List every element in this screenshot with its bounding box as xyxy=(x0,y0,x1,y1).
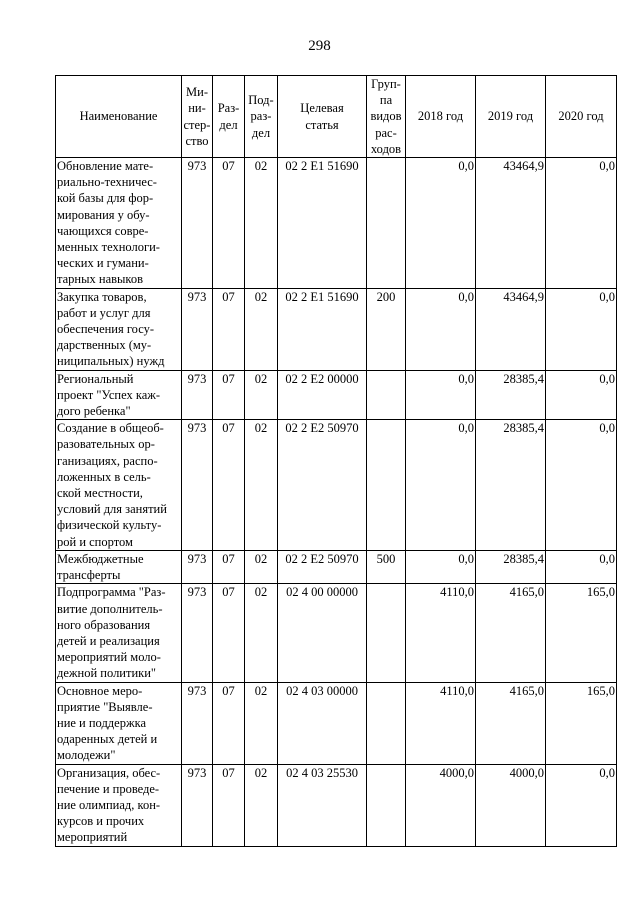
header-expense-group xyxy=(367,76,406,158)
cell-2020: 165,0 xyxy=(546,584,617,682)
cell-2020: 0,0 xyxy=(546,158,617,289)
cell-expense-group: 200 xyxy=(367,288,406,370)
cell-2020: 0,0 xyxy=(546,764,617,846)
header-line: 2020 год xyxy=(558,109,604,124)
name-line: витие дополнитель- xyxy=(57,601,163,616)
name-line: ниципальных) нужд xyxy=(57,354,165,369)
table-row xyxy=(56,370,617,420)
name-line: детей и реализация xyxy=(57,633,160,648)
cell-ministry: 973 xyxy=(182,158,213,289)
cell-ministry: 973 xyxy=(182,420,213,551)
table-row xyxy=(56,550,617,583)
header-line: Груп- xyxy=(371,77,401,91)
cell-section: 07 xyxy=(213,288,245,370)
cell-ministry: 973 xyxy=(182,764,213,846)
cell-ministry: 973 xyxy=(182,584,213,682)
cell-2019: 4000,0 xyxy=(476,764,546,846)
header-2018 xyxy=(406,76,476,158)
cell-target-article: 02 2 E1 51690 xyxy=(278,288,367,370)
header-line: раз- xyxy=(250,109,272,124)
header-line: дел xyxy=(251,125,271,140)
cell-name xyxy=(56,550,182,583)
name-line: чающихся совре- xyxy=(57,223,149,238)
cell-expense-group xyxy=(367,158,406,289)
cell-name xyxy=(56,764,182,846)
cell-2020: 0,0 xyxy=(546,550,617,583)
cell-name xyxy=(56,158,182,289)
name-line: Подпрограмма "Раз- xyxy=(57,585,166,600)
cell-target-article: 02 2 E2 00000 xyxy=(278,370,367,420)
name-line: кой базы для фор- xyxy=(57,191,154,206)
name-line: ганизациях, распо- xyxy=(57,453,158,468)
name-line: ской местности, xyxy=(57,486,143,501)
cell-2018: 4000,0 xyxy=(406,764,476,846)
page-number: 298 xyxy=(308,38,331,54)
table-header xyxy=(56,76,617,158)
header-name xyxy=(56,76,182,158)
cell-section: 07 xyxy=(213,550,245,583)
header-2020 xyxy=(546,76,617,158)
name-line: дого ребенка" xyxy=(57,404,131,419)
cell-section: 07 xyxy=(213,370,245,420)
cell-2018: 0,0 xyxy=(406,420,476,551)
header-line: ни- xyxy=(188,101,206,116)
cell-2019: 43464,9 xyxy=(476,158,546,289)
cell-target-article: 02 4 00 00000 xyxy=(278,584,367,682)
header-line: рас- xyxy=(375,125,397,140)
cell-section: 07 xyxy=(213,584,245,682)
cell-expense-group: 500 xyxy=(367,550,406,583)
name-line: мероприятий xyxy=(57,830,128,845)
name-line: Закупка товаров, xyxy=(57,289,147,304)
cell-subsection: 02 xyxy=(245,420,278,551)
cell-section: 07 xyxy=(213,420,245,551)
name-line: тарных навыков xyxy=(57,272,144,287)
cell-target-article: 02 4 03 00000 xyxy=(278,682,367,764)
cell-subsection: 02 xyxy=(245,370,278,420)
cell-subsection: 02 xyxy=(245,288,278,370)
header-line: Ми- xyxy=(186,85,208,100)
header-2019 xyxy=(476,76,546,158)
header-line: па xyxy=(379,93,393,108)
name-line: разовательных ор- xyxy=(57,437,155,452)
cell-2020: 0,0 xyxy=(546,288,617,370)
header-subsection xyxy=(245,76,278,158)
cell-section: 07 xyxy=(213,682,245,764)
cell-subsection: 02 xyxy=(245,764,278,846)
cell-expense-group xyxy=(367,420,406,551)
cell-name xyxy=(56,420,182,551)
name-line: Основное меро- xyxy=(57,683,143,698)
cell-2019: 4165,0 xyxy=(476,682,546,764)
cell-subsection: 02 xyxy=(245,584,278,682)
cell-2020: 0,0 xyxy=(546,370,617,420)
cell-expense-group xyxy=(367,764,406,846)
table-row xyxy=(56,764,617,846)
header-row xyxy=(56,76,617,158)
cell-2020: 0,0 xyxy=(546,420,617,551)
cell-ministry: 973 xyxy=(182,682,213,764)
cell-2019: 43464,9 xyxy=(476,288,546,370)
cell-2020: 165,0 xyxy=(546,682,617,764)
cell-subsection: 02 xyxy=(245,682,278,764)
name-line: обеспечения госу- xyxy=(57,322,155,337)
cell-2018: 0,0 xyxy=(406,288,476,370)
cell-target-article: 02 2 E1 51690 xyxy=(278,158,367,289)
table-row xyxy=(56,682,617,764)
cell-2019: 4165,0 xyxy=(476,584,546,682)
header-line: ходов xyxy=(370,141,402,156)
name-line: ческих и гумани- xyxy=(57,256,149,271)
name-line: проект "Успех каж- xyxy=(57,387,161,402)
cell-name xyxy=(56,584,182,682)
name-line: дарственных (му- xyxy=(57,338,152,353)
header-line: Под- xyxy=(248,93,274,108)
header-line: дел xyxy=(219,117,238,132)
name-line: Межбюджетные xyxy=(57,551,144,566)
name-line: Создание в общеоб- xyxy=(57,421,164,436)
name-line: приятие "Выявле- xyxy=(57,699,153,714)
cell-2019: 28385,4 xyxy=(476,550,546,583)
cell-expense-group xyxy=(367,584,406,682)
table-row xyxy=(56,420,617,551)
cell-section: 07 xyxy=(213,764,245,846)
cell-2018: 4110,0 xyxy=(406,682,476,764)
header-line: видов xyxy=(370,109,402,124)
name-line: мирования у обу- xyxy=(57,207,150,222)
name-line: ного образования xyxy=(57,617,151,632)
table-body xyxy=(56,158,617,847)
cell-name xyxy=(56,682,182,764)
header-line: стер- xyxy=(183,117,211,132)
table-row xyxy=(56,584,617,682)
cell-2018: 0,0 xyxy=(406,158,476,289)
header-line: Раз- xyxy=(217,101,240,116)
cell-subsection: 02 xyxy=(245,158,278,289)
name-line: ложенных в сель- xyxy=(57,469,151,484)
name-line: риально-техничес- xyxy=(57,175,157,190)
header-line: Наименование xyxy=(79,109,158,124)
cell-2019: 28385,4 xyxy=(476,370,546,420)
cell-section: 07 xyxy=(213,158,245,289)
name-line: менных технологи- xyxy=(57,240,160,255)
header-ministry xyxy=(182,76,213,158)
table-row xyxy=(56,158,617,289)
name-line: ние олимпиад, кон- xyxy=(57,797,161,812)
name-line: Организация, обес- xyxy=(57,765,161,780)
name-line: работ и услуг для xyxy=(57,305,151,320)
header-line: 2018 год xyxy=(417,109,464,124)
name-line: одаренных детей и xyxy=(57,732,158,747)
table-row xyxy=(56,288,617,370)
header-target-article xyxy=(278,76,367,158)
cell-name xyxy=(56,288,182,370)
header-section xyxy=(213,76,245,158)
cell-target-article: 02 2 E2 50970 xyxy=(278,420,367,551)
cell-ministry: 973 xyxy=(182,370,213,420)
cell-expense-group xyxy=(367,370,406,420)
name-line: печение и проведе- xyxy=(57,781,160,796)
cell-ministry: 973 xyxy=(182,288,213,370)
name-line: трансферты xyxy=(57,568,121,583)
header-line: 2019 год xyxy=(487,109,534,124)
cell-expense-group xyxy=(367,682,406,764)
cell-2018: 0,0 xyxy=(406,370,476,420)
name-line: курсов и прочих xyxy=(57,814,145,829)
name-line: физической культу- xyxy=(57,518,162,533)
name-line: молодежи" xyxy=(57,748,116,763)
cell-target-article: 02 2 E2 50970 xyxy=(278,550,367,583)
name-line: Обновление мате- xyxy=(57,159,154,174)
cell-2018: 4110,0 xyxy=(406,584,476,682)
name-line: рой и спортом xyxy=(57,534,133,549)
name-line: дежной политики" xyxy=(57,666,157,681)
header-line: ство xyxy=(185,133,209,148)
cell-target-article: 02 4 03 25530 xyxy=(278,764,367,846)
cell-2018: 0,0 xyxy=(406,550,476,583)
name-line: ние и поддержка xyxy=(57,715,147,730)
cell-subsection: 02 xyxy=(245,550,278,583)
header-line: Целевая xyxy=(300,101,344,116)
cell-name xyxy=(56,370,182,420)
name-line: Региональный xyxy=(57,371,134,386)
cell-ministry: 973 xyxy=(182,550,213,583)
budget-table xyxy=(55,75,617,847)
name-line: мероприятий моло- xyxy=(57,650,161,665)
cell-2019: 28385,4 xyxy=(476,420,546,551)
header-line: статья xyxy=(305,117,339,132)
name-line: условий для занятий xyxy=(57,502,167,517)
